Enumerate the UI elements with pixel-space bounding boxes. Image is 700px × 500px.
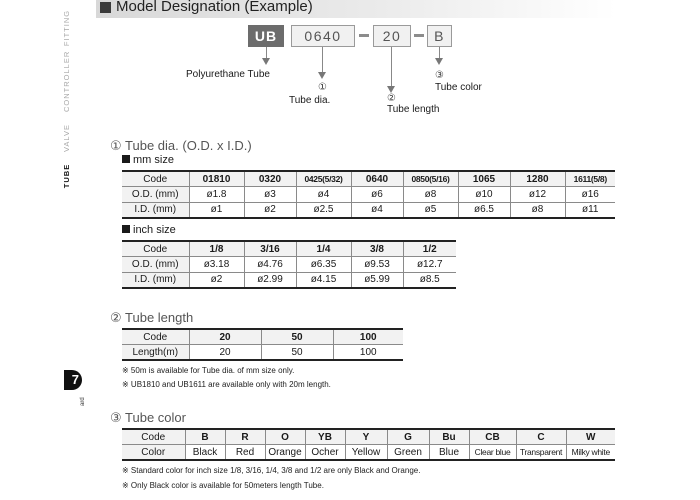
subsection-inch-size [122,224,176,236]
header-cell: Code [122,329,189,345]
header-cell: Code [122,241,189,257]
header-cell: C [516,429,566,445]
table-cell: ø8.5 [403,272,456,288]
header-cell: W [566,429,615,445]
table-row [122,257,456,273]
table-cell: 100 [333,345,403,361]
table-header-row [122,171,615,187]
header-square-icon [100,2,111,13]
row-label: O.D. (mm) [122,187,189,203]
arrow-down-icon [318,72,326,79]
table-header-row [122,429,615,445]
subsection-label: inch size [133,224,176,236]
header-cell: 01810 [189,171,244,187]
page-number: 7 [64,370,82,390]
table-cell: ø5.99 [351,272,403,288]
arrow-down-icon [435,58,443,65]
header-cell: 0850(5/16) [403,171,458,187]
subsection-mm-size [122,154,174,166]
table-cell: Yellow [345,445,387,461]
table-cell: Blue [429,445,469,461]
table-cell: ø6.5 [458,202,510,218]
table-cell: ø10 [458,187,510,203]
header-cell: 1/2 [403,241,456,257]
table-cell: ø11 [565,202,615,218]
table-cell: ø12.7 [403,257,456,273]
table-cell: ø6 [351,187,403,203]
side-tab-fitting[interactable]: FITTING [62,9,71,47]
row-label: O.D. (mm) [122,257,189,273]
table-row [122,445,615,461]
side-mark: ard [80,397,86,406]
row-label: Length(m) [122,345,189,361]
table-cell: ø6.35 [296,257,351,273]
color-note-1: ※ Standard color for inch size 1/8, 3/16, 1/4, 3/8 and 1/2 are only Black and Orange. [122,466,421,475]
header-cell: Y [345,429,387,445]
caption-dia: Tube dia. [289,95,331,106]
table-cell: ø1.8 [189,187,244,203]
table-cell: ø2 [189,272,244,288]
designation-dash [359,34,369,37]
row-label: I.D. (mm) [122,202,189,218]
table-cell: ø4 [351,202,403,218]
marker-2: ② [387,93,396,104]
header-cell: 1/4 [296,241,351,257]
header-cell: CB [469,429,516,445]
header-cell: 3/16 [244,241,296,257]
table-cell: ø1 [189,202,244,218]
table-cell: Red [225,445,265,461]
section-title-tube-color: ③ Tube color [110,410,186,425]
table-cell: ø4 [296,187,351,203]
table-cell: 20 [189,345,261,361]
table-cell: ø9.53 [351,257,403,273]
table-cell: Ocher [305,445,345,461]
side-tab-valve[interactable]: VALVE [62,123,71,153]
tube-color-table [122,428,615,461]
designation-dash [414,34,424,37]
connector-line [391,47,392,87]
inch-size-table [122,240,456,289]
table-cell: ø2 [244,202,296,218]
table-cell: ø12 [510,187,565,203]
caption-length: Tube length [387,104,440,115]
designation-color-box: B [427,25,452,47]
length-note-1: ※ 50m is available for Tube dia. of mm size only. [122,366,295,375]
subsection-label: mm size [133,154,174,166]
table-cell: Milky white [566,445,615,461]
side-tab-controller[interactable]: CONTROLLER [62,50,71,112]
row-label: I.D. (mm) [122,272,189,288]
table-header-row [122,241,456,257]
marker-1: ① [318,82,327,93]
table-cell: 50 [261,345,333,361]
table-cell: ø16 [565,187,615,203]
table-cell: ø3 [244,187,296,203]
header-cell: G [387,429,429,445]
length-note-2: ※ UB1810 and UB1611 are available only with 20m length. [122,380,331,389]
arrow-down-icon [387,86,395,93]
table-row [122,272,456,288]
header-cell: O [265,429,305,445]
connector-line [322,47,323,73]
section-title-tube-length: ② Tube length [110,310,194,325]
table-cell: ø3.18 [189,257,244,273]
header-cell: 100 [333,329,403,345]
header-cell: 1/8 [189,241,244,257]
table-row [122,345,403,361]
square-bullet-icon [122,155,130,163]
header-cell: 0640 [351,171,403,187]
header-cell: B [185,429,225,445]
table-cell: Clear blue [469,445,516,461]
table-cell: Black [185,445,225,461]
caption-color: Tube color [435,82,482,93]
table-cell: ø2.5 [296,202,351,218]
designation-dia-box: 0640 [291,25,355,47]
section-title-tube-dia: ① Tube dia. (O.D. x I.D.) [110,138,252,153]
header-cell: 1065 [458,171,510,187]
marker-3: ③ [435,70,444,81]
table-cell: ø4.76 [244,257,296,273]
header-cell: 1280 [510,171,565,187]
header-cell: 0320 [244,171,296,187]
header-cell: 3/8 [351,241,403,257]
color-note-2: ※ Only Black color is available for 50meters length Tube. [122,481,324,490]
row-label: Color [122,445,185,461]
table-cell: ø2.99 [244,272,296,288]
header-cell: Bu [429,429,469,445]
designation-prefix-box: UB [248,25,284,47]
table-cell: ø4.15 [296,272,351,288]
side-tab-tube[interactable]: TUBE [62,163,71,189]
table-header-row [122,329,403,345]
page-title: Model Designation (Example) [116,0,313,15]
header-cell: R [225,429,265,445]
header-cell: 20 [189,329,261,345]
header-cell: YB [305,429,345,445]
header-cell: 1611(5/8) [565,171,615,187]
table-cell: Transparent [516,445,566,461]
header-cell: Code [122,171,189,187]
square-bullet-icon [122,225,130,233]
table-row [122,202,615,218]
mm-size-table [122,170,615,219]
tube-length-table [122,328,403,361]
table-cell: Green [387,445,429,461]
table-cell: Orange [265,445,305,461]
table-cell: ø8 [510,202,565,218]
header-cell: 50 [261,329,333,345]
arrow-down-icon [262,58,270,65]
header-cell: 0425(5/32) [296,171,351,187]
table-row [122,187,615,203]
header-cell: Code [122,429,185,445]
caption-prefix: Polyurethane Tube [186,69,270,80]
designation-length-box: 20 [373,25,411,47]
table-cell: ø8 [403,187,458,203]
table-cell: ø5 [403,202,458,218]
